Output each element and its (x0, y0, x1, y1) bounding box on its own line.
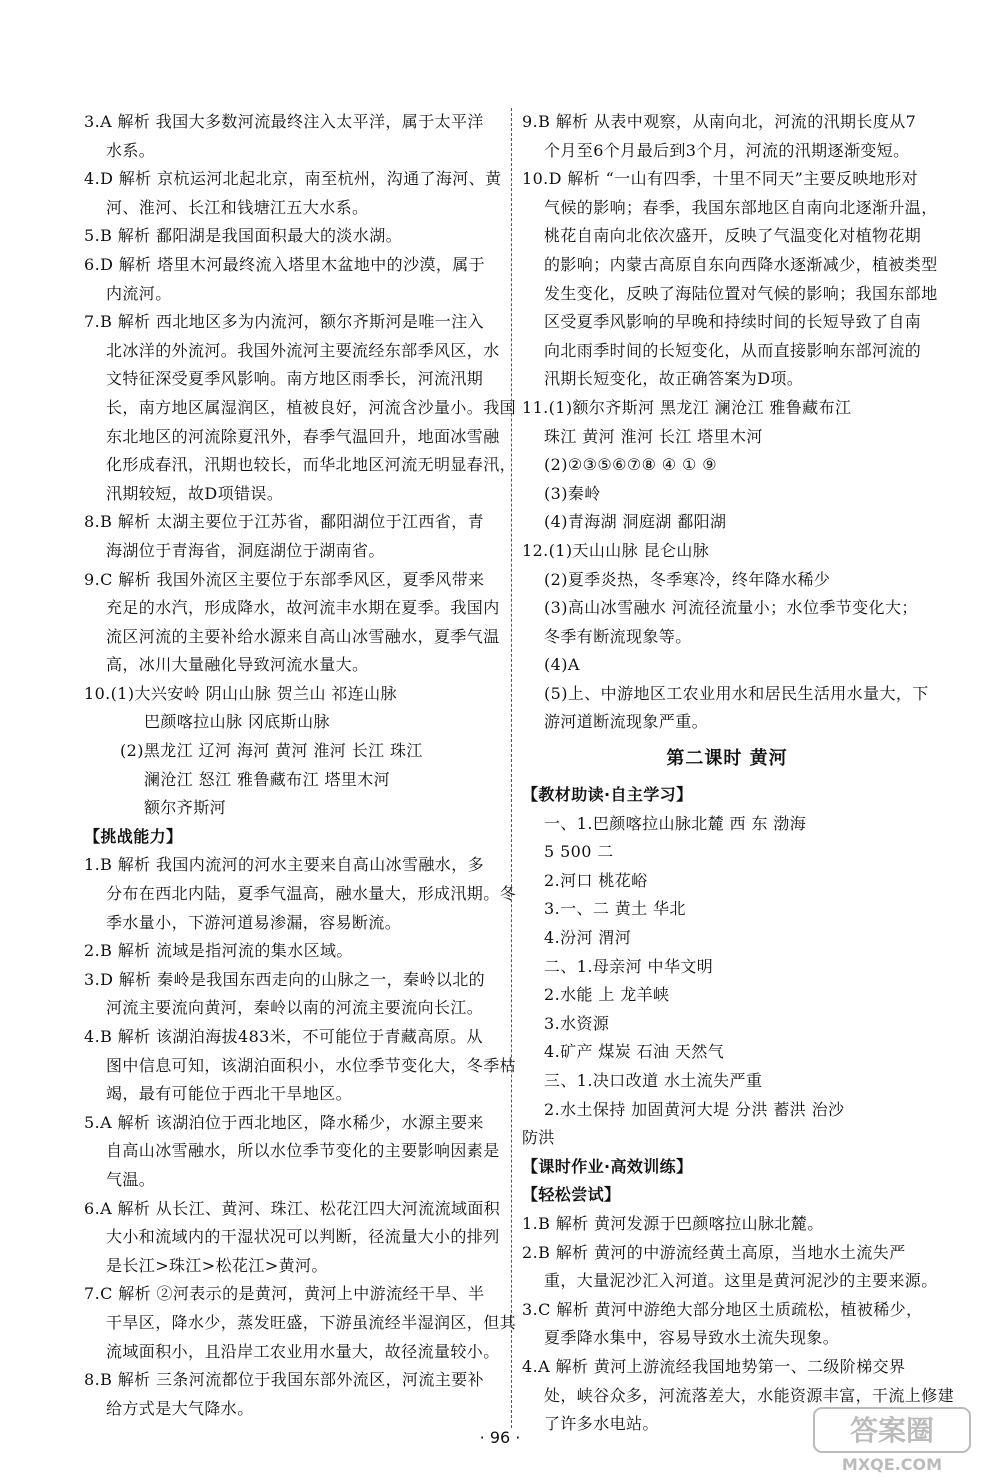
text-line: 充足的水汽，形成降水，故河流丰水期在夏季。我国内 (106, 598, 500, 618)
text-line: 二、1.母亲河 中华文明 (544, 956, 714, 976)
watermark-logo (812, 1404, 972, 1474)
text-line: 2.B 解析 流域是指河流的集水区域。 (84, 941, 353, 961)
text-line: 区受夏季风影响的早晚和持续时间的长短导致了自南 (544, 312, 922, 332)
text-line: 澜沧江 怒江 雅鲁藏布江 塔里木河 (144, 769, 391, 789)
text-line: 三、1.决口改道 水土流失严重 (544, 1071, 763, 1090)
text-line: (4)青海湖 洞庭湖 鄱阳湖 (544, 512, 727, 532)
text-line: 游河道断流现象严重。 (544, 712, 709, 732)
text-line: 水系。 (106, 140, 156, 160)
text-line: (3)秦岭 (544, 483, 601, 503)
text-line: 了许多水电站。 (544, 1414, 659, 1434)
text-line: 流域面积小，且沿岸工农业用水量大，故径流量较小。 (106, 1341, 500, 1361)
section-title: 第二课时 黄河 (666, 748, 788, 770)
svg-text:MXQE.COM: MXQE.COM (841, 1455, 943, 1474)
text-line: 图中信息可知，该湖泊面积小，水位季节变化大，冬季枯 (106, 1055, 517, 1075)
column-divider (511, 108, 512, 1428)
text-line: 个月至6个月最后到3个月，河流的汛期逐渐变短。 (544, 140, 910, 160)
text-line: 高，冰川大量融化导致河流水量大。 (106, 655, 369, 675)
text-line: 9.B 解析 从表中观察，从南向北，河流的汛期长度从7 (522, 112, 917, 131)
text-line: 5 500 二 (544, 842, 614, 862)
section-heading: 【轻松尝试】 (522, 1185, 621, 1205)
text-line: (3)高山冰雪融水 河流径流量小；水位季节变化大； (544, 598, 918, 618)
text-line: 给方式是大气降水。 (106, 1398, 254, 1418)
text-line: 6.D 解析 塔里木河最终流入塔里木盆地中的沙漠，属于 (84, 254, 486, 274)
text-line: 7.C 解析 ②河表示的是黄河，黄河上中游流经干旱、半 (84, 1284, 485, 1304)
text-line: 5.B 解析 鄱阳湖是我国面积最大的淡水湖。 (84, 226, 402, 246)
text-line: 4.D 解析 京杭运河北起北京，南至杭州，沟通了海河、黄 (84, 169, 502, 189)
left-column (84, 108, 517, 1423)
text-line: 3.A 解析 我国大多数河流最终注入太平洋，属于太平洋 (84, 112, 484, 131)
text-line: 夏季降水集中，容易导致水土流失现象。 (544, 1328, 840, 1348)
text-line: (5)上、中游地区工农业用水和居民生活用水量大，下 (544, 683, 929, 703)
text-line: 文特征深受夏季风影响。南方地区雨季长，河流汛期 (106, 369, 484, 389)
text-line: 北冰洋的外流河。我国外流河主要流经东部季风区，水 (106, 340, 500, 360)
text-line: 气候的影响；春季，我国东部地区自南向北逐渐升温， (544, 197, 938, 217)
text-line: 东北地区的河流除夏汛外，春季气温回升，地面冰雪融 (106, 426, 500, 446)
text-line: 季水量小，下游河道易渗漏，容易断流。 (106, 912, 402, 932)
text-line: 3.D 解析 秦岭是我国东西走向的山脉之一，秦岭以北的 (84, 969, 486, 989)
text-line: 重，大量泥沙汇入河道。这里是黄河泥沙的主要来源。 (544, 1271, 938, 1291)
text-line: 处，峡谷众多，河流落差大，水能资源丰富，干流上修建 (544, 1385, 955, 1405)
text-line: (2)夏季炎热，冬季寒冷，终年降水稀少 (544, 569, 831, 589)
text-line: 气温。 (106, 1169, 156, 1189)
text-line: 大小和流域内的干湿状况可以判断，径流量大小的排列 (106, 1227, 500, 1247)
text-line: 8.B 解析 太湖主要位于江苏省，鄱阳湖位于江西省，青 (84, 512, 484, 532)
text-line: 流区河流的主要补给水源来自高山冰雪融水，夏季气温 (106, 626, 500, 646)
text-line: 3.一、二 黄土 华北 (544, 899, 686, 919)
text-line: 内流河。 (106, 283, 172, 303)
text-line: 2.水能 上 龙羊峡 (544, 985, 670, 1005)
text-line: (2)黑龙江 辽河 海河 黄河 淮河 长江 珠江 (120, 741, 423, 761)
section-heading: 【挑战能力】 (84, 826, 183, 846)
text-line: 河、淮河、长江和钱塘江五大水系。 (106, 197, 369, 217)
text-line: (2)②③⑤⑥⑦⑧ ④ ① ⑨ (544, 455, 718, 475)
text-line: 长，南方地区属湿润区，植被良好，河流含沙量小。我国 (106, 397, 517, 417)
text-line: 是长江>珠江>松花江>黄河。 (106, 1255, 328, 1275)
text-line: 4.汾河 渭河 (544, 928, 632, 948)
text-line: 8.B 解析 三条河流都位于我国东部外流区，河流主要补 (84, 1370, 484, 1390)
section-heading: 【教材助读·自主学习】 (522, 785, 693, 805)
text-line: 4.A 解析 黄河上游流经我国地势第一、二级阶梯交界 (522, 1356, 906, 1376)
text-line: 6.A 解析 从长江、黄河、珠江、松花江四大河流流域面积 (84, 1198, 501, 1218)
text-line: (4)A (544, 655, 580, 675)
text-line: 11.(1)额尔齐斯河 黑龙江 澜沧江 雅鲁藏布江 (522, 397, 852, 417)
text-line: 4.矿产 煤炭 石油 天然气 (544, 1042, 725, 1062)
text-line: 海湖位于青海省，洞庭湖位于湖南省。 (106, 540, 385, 560)
text-line: 珠江 黄河 淮河 长江 塔里木河 (544, 426, 763, 446)
text-line: 分布在西北内陆，夏季气温高，融水量大，形成汛期。冬 (106, 884, 517, 904)
text-line: 冬季有断流现象等。 (544, 626, 692, 646)
text-line: 10.(1)大兴安岭 阴山山脉 贺兰山 祁连山脉 (84, 683, 397, 703)
text-line: 3.C 解析 黄河中游绝大部分地区土质疏松，植被稀少， (522, 1299, 923, 1319)
text-line: 2.河口 桃花峪 (544, 870, 648, 890)
right-column (522, 108, 955, 1439)
text-line: 1.B 解析 我国内流河的河水主要来自高山冰雪融水，多 (84, 855, 484, 875)
text-line: 2.B 解析 黄河的中游流经黄土高原，当地水土流失严 (522, 1242, 906, 1262)
page-number: · 96 · (479, 1428, 521, 1447)
text-line: 1.B 解析 黄河发源于巴颜喀拉山脉北麓。 (522, 1213, 824, 1233)
text-line: 河流主要流向黄河，秦岭以南的河流主要流向长江。 (106, 998, 484, 1018)
text-line: 7.B 解析 西北地区多为内流河，额尔齐斯河是唯一注入 (84, 312, 484, 332)
text-line: 2.水土保持 加固黄河大堤 分洪 蓄洪 治沙 (544, 1099, 845, 1119)
text-line: 12.(1)天山山脉 昆仑山脉 (522, 540, 710, 560)
text-line: 10.D 解析 “一山有四季，十里不同天”主要反映地形对 (522, 169, 919, 189)
text-line: 汛期较短，故D项错误。 (106, 483, 284, 503)
text-line: 发生变化，反映了海陆位置对气候的影响；我国东部地 (544, 283, 938, 303)
text-line: 5.A 解析 该湖泊位于西北地区，降水稀少，水源主要来 (84, 1112, 484, 1132)
text-line: 的影响；内蒙古高原自东向西降水逐渐减少，植被类型 (544, 254, 938, 274)
text-line: 向北雨季时间的长短变化，从而直接影响东部河流的 (544, 340, 922, 360)
text-line: 巴颜喀拉山脉 冈底斯山脉 (144, 712, 330, 732)
text-line: 干旱区，降水少，蒸发旺盛，下游虽流经半湿润区，但其 (106, 1312, 517, 1332)
text-line: 桃花自南向北依次盛开，反映了气温变化对植物花期 (544, 226, 922, 246)
text-line: 化形成春汛，汛期也较长，而华北地区河流无明显春汛， (106, 455, 517, 475)
text-line: 竭，最有可能位于西北干旱地区。 (106, 1084, 353, 1104)
text-line: 防洪 (522, 1128, 555, 1148)
text-line: 自高山冰雪融水，所以水位季节变化的主要影响因素是 (106, 1141, 500, 1161)
text-line: 一、1.巴颜喀拉山脉北麓 西 东 渤海 (544, 813, 807, 833)
text-line: 额尔齐斯河 (144, 798, 227, 818)
text-line: 3.水资源 (544, 1013, 610, 1033)
text-line: 4.B 解析 该湖泊海拔483米，不可能位于青藏高原。从 (84, 1027, 483, 1046)
text-line: 汛期长短变化，故正确答案为D项。 (544, 369, 804, 389)
section-heading: 【课时作业·高效训练】 (522, 1156, 693, 1176)
text-line: 9.C 解析 我国外流区主要位于东部季风区，夏季风带来 (84, 569, 485, 589)
svg-text:答案圈: 答案圈 (849, 1414, 935, 1447)
